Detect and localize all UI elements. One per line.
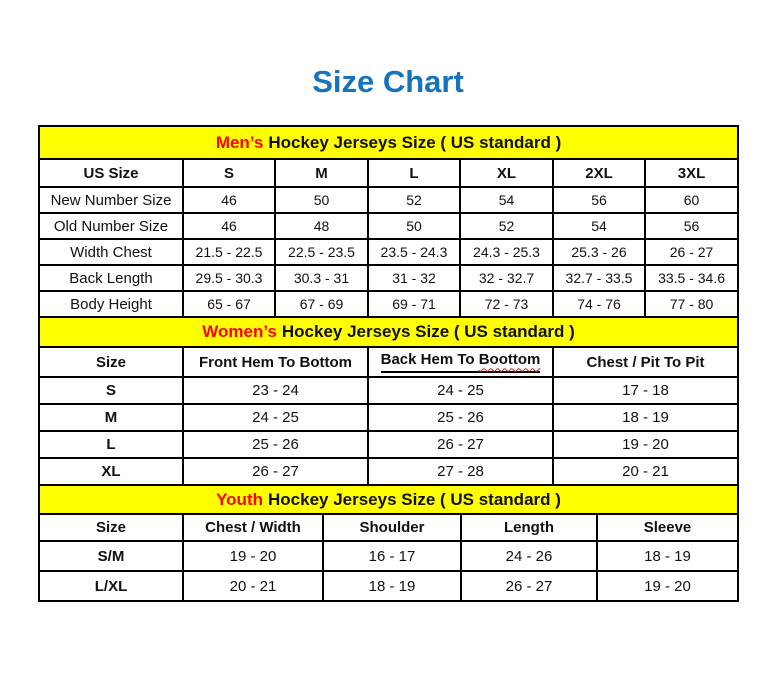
mens-table-row [39, 213, 738, 239]
womens-value-cell: 19 - 20 [553, 431, 738, 458]
mens-value-cell: 56 [645, 213, 738, 239]
mens-value-cell: 23.5 - 24.3 [368, 239, 460, 265]
womens-value-cell: 25 - 26 [368, 404, 553, 431]
womens-value-cell: 18 - 19 [553, 404, 738, 431]
womens-row-label: M [39, 404, 183, 431]
womens-table-row [39, 404, 738, 431]
mens-value-cell: 30.3 - 31 [275, 265, 368, 291]
womens-header-row [39, 347, 738, 377]
womens-column-header-2 [368, 347, 553, 377]
mens-column-header-4: XL [460, 159, 553, 187]
mens-size-table [38, 125, 739, 318]
mens-value-cell: 52 [460, 213, 553, 239]
mens-row-label: New Number Size [39, 187, 183, 213]
youth-value-cell: 18 - 19 [323, 571, 461, 601]
womens-value-cell: 26 - 27 [368, 431, 553, 458]
youth-value-cell: 19 - 20 [183, 541, 323, 571]
youth-column-header-3: Length [461, 514, 597, 541]
youth-banner [39, 485, 738, 514]
mens-value-cell: 25.3 - 26 [553, 239, 645, 265]
womens-table-row [39, 458, 738, 485]
mens-value-cell: 32.7 - 33.5 [553, 265, 645, 291]
mens-value-cell: 50 [368, 213, 460, 239]
womens-value-cell: 24 - 25 [368, 377, 553, 404]
mens-value-cell: 60 [645, 187, 738, 213]
womens-row-label: S [39, 377, 183, 404]
womens-column-header-3: Chest / Pit To Pit [553, 347, 738, 377]
mens-value-cell: 50 [275, 187, 368, 213]
mens-value-cell: 29.5 - 30.3 [183, 265, 275, 291]
womens-value-cell: 20 - 21 [553, 458, 738, 485]
womens-size-table [38, 316, 739, 486]
youth-value-cell: 16 - 17 [323, 541, 461, 571]
youth-banner-text: Hockey Jerseys Size ( US standard ) [268, 489, 561, 509]
mens-value-cell: 74 - 76 [553, 291, 645, 317]
mens-value-cell: 33.5 - 34.6 [645, 265, 738, 291]
womens-value-cell: 23 - 24 [183, 377, 368, 404]
mens-row-label: Body Height [39, 291, 183, 317]
mens-banner-highlight: Men’s [215, 132, 264, 152]
youth-value-cell: 26 - 27 [461, 571, 597, 601]
mens-value-cell: 69 - 71 [368, 291, 460, 317]
womens-banner-text: Hockey Jerseys Size ( US standard ) [281, 322, 575, 341]
mens-value-cell: 24.3 - 25.3 [460, 239, 553, 265]
womens-underlined-header: Back Hem To Boottom [381, 352, 541, 373]
mens-banner [39, 126, 738, 159]
womens-value-cell: 27 - 28 [368, 458, 553, 485]
mens-value-cell: 46 [183, 187, 275, 213]
mens-header-row [39, 159, 738, 187]
womens-row-label: XL [39, 458, 183, 485]
womens-value-cell: 25 - 26 [183, 431, 368, 458]
womens-table-row [39, 377, 738, 404]
mens-table-row [39, 239, 738, 265]
youth-column-header-4: Sleeve [597, 514, 738, 541]
mens-table-row [39, 291, 738, 317]
womens-value-cell: 26 - 27 [183, 458, 368, 485]
mens-value-cell: 32 - 32.7 [460, 265, 553, 291]
mens-column-header-1: S [183, 159, 275, 187]
mens-value-cell: 54 [553, 213, 645, 239]
mens-value-cell: 77 - 80 [645, 291, 738, 317]
mens-column-header-3: L [368, 159, 460, 187]
mens-row-label: Back Length [39, 265, 183, 291]
youth-table-row [39, 571, 738, 601]
youth-column-header-1: Chest / Width [183, 514, 323, 541]
youth-row-label: S/M [39, 541, 183, 571]
youth-value-cell: 24 - 26 [461, 541, 597, 571]
youth-column-header-2: Shoulder [323, 514, 461, 541]
mens-value-cell: 52 [368, 187, 460, 213]
youth-table-row [39, 541, 738, 571]
mens-value-cell: 67 - 69 [275, 291, 368, 317]
youth-header-row [39, 514, 738, 541]
womens-banner [39, 317, 738, 347]
mens-column-header-0: US Size [39, 159, 183, 187]
mens-value-cell: 54 [460, 187, 553, 213]
mens-value-cell: 26 - 27 [645, 239, 738, 265]
page-title: Size Chart [312, 64, 464, 99]
mens-table-row [39, 187, 738, 213]
mens-value-cell: 72 - 73 [460, 291, 553, 317]
youth-size-table [38, 484, 739, 602]
mens-value-cell: 46 [183, 213, 275, 239]
mens-table-row [39, 265, 738, 291]
mens-banner-text: Hockey Jerseys Size ( US standard ) [268, 132, 562, 152]
misspelled-word: Boottom [478, 351, 541, 369]
youth-value-cell: 18 - 19 [597, 541, 738, 571]
womens-value-cell: 24 - 25 [183, 404, 368, 431]
mens-value-cell: 65 - 67 [183, 291, 275, 317]
mens-row-label: Old Number Size [39, 213, 183, 239]
womens-banner-highlight: Women’s [202, 322, 277, 341]
mens-value-cell: 48 [275, 213, 368, 239]
mens-column-header-5: 2XL [553, 159, 645, 187]
mens-value-cell: 21.5 - 22.5 [183, 239, 275, 265]
mens-value-cell: 56 [553, 187, 645, 213]
womens-value-cell: 17 - 18 [553, 377, 738, 404]
mens-row-label: Width Chest [39, 239, 183, 265]
youth-column-header-0: Size [39, 514, 183, 541]
youth-row-label: L/XL [39, 571, 183, 601]
size-chart-tables [38, 125, 737, 602]
womens-table-row [39, 431, 738, 458]
womens-column-header-1: Front Hem To Bottom [183, 347, 368, 377]
mens-value-cell: 22.5 - 23.5 [275, 239, 368, 265]
youth-value-cell: 20 - 21 [183, 571, 323, 601]
mens-column-header-6: 3XL [645, 159, 738, 187]
womens-column-header-0: Size [39, 347, 183, 377]
mens-column-header-2: M [275, 159, 368, 187]
mens-value-cell: 31 - 32 [368, 265, 460, 291]
youth-banner-highlight: Youth [216, 489, 263, 509]
womens-row-label: L [39, 431, 183, 458]
youth-value-cell: 19 - 20 [597, 571, 738, 601]
